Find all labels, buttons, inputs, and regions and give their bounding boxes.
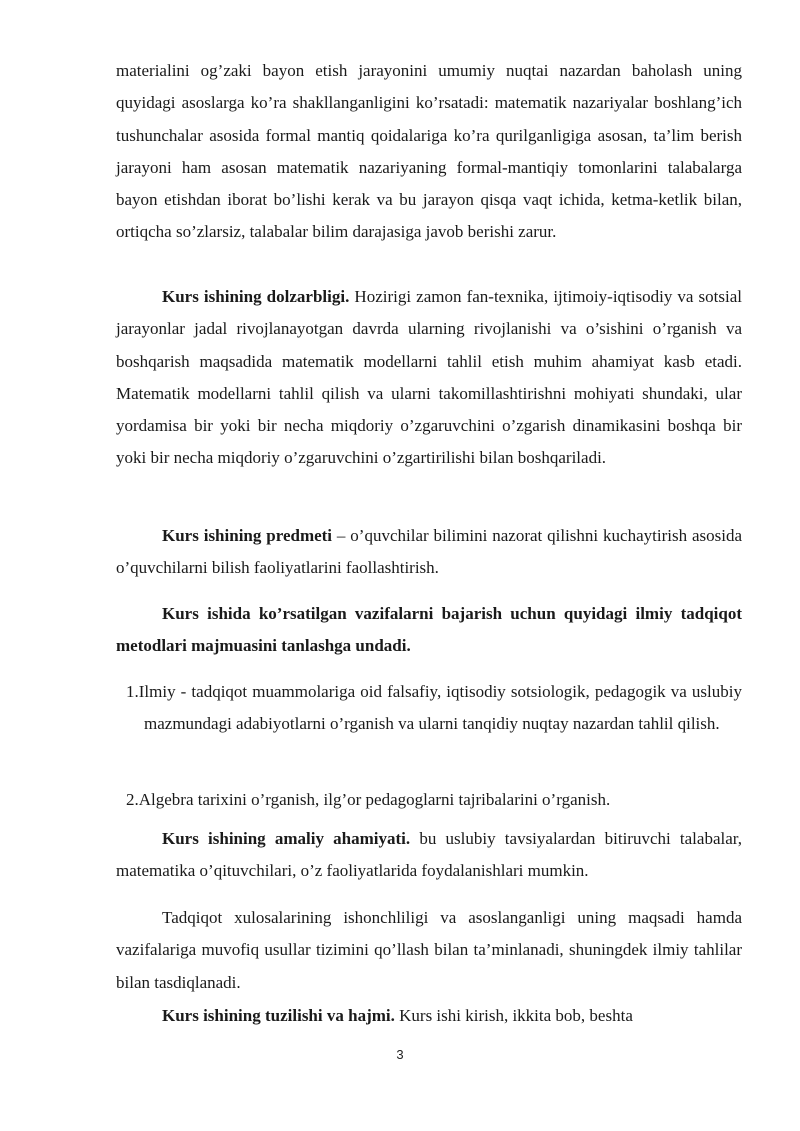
practical-heading: Kurs ishining amaliy ahamiyati. [162, 829, 411, 848]
structure-heading: Kurs ishining tuzilishi va hajmi. [162, 1006, 395, 1025]
reliability-text: Tadqiqot xulosalarining ishonchliligi va asoslanganligi uning maqsadi hamda vazifalariga muvofiq usullar tizimini qo’llash bilan ta’minlanadi, shuningdek ilmiy tahlilar bilan tasdiqlanadi. [116, 908, 742, 992]
page-number: 3 [396, 1047, 404, 1062]
list-text: Algebra tarixini o’rganish, ilg’or pedagoglarni tajribalarini o’rganish. [138, 790, 611, 809]
paragraph-practical-value [116, 823, 742, 888]
paragraph-reliability [116, 902, 742, 999]
paragraph-structure [116, 1000, 742, 1032]
paragraph-subject [116, 520, 742, 585]
relevance-heading: Kurs ishining dolzarbligi. [162, 287, 350, 306]
methods-heading: Kurs ishida ko’rsatilgan vazifalarni bajarish uchun quyidagi ilmiy tadqiqot metodlari majmuasini tanlashga undadi. [116, 604, 742, 656]
subject-heading: Kurs ishining predmeti [162, 526, 333, 545]
paragraph-text: materialini og’zaki bayon etish jarayonini umumiy nuqtai nazardan baholash uning quyidagi asoslarga ko’ra shakllanganligini ko’rsatadi: matematik nazariyalar boshlang’ich tushunchalar asosida formal mantiq qoidalariga ko’ra qurilganligiga asosan, ta’lim berish jarayoni ham asosan matematik nazariyaning formal-mantiqiy tomonlarini talabalarga bayon etishdan iborat bo’lishi kerak va bu jarayon qisqa vaqt ichida, ketma-ketlik bilan, ortiqcha so’zlarsiz, talabalar bilim darajasiga javob berishi zarur. [116, 61, 742, 242]
paragraph-methods-heading [116, 598, 742, 663]
paragraph-relevance [116, 281, 742, 475]
list-item [126, 784, 742, 816]
list-number: 2. [126, 790, 139, 809]
practical-text: bu uslubiy tavsiyalardan bitiruvchi talabalar, matematika o’qituvchilari, o’z faoliyatlarida foydalanishlari mumkin. [116, 829, 742, 881]
list-text: Ilmiy - tadqiqot muammolariga oid falsafiy, iqtisodiy sotsiologik, pedagogik va uslubiy mazmundagi adabiyotlarni o’rganish va ularni tanqidiy nuqtay nazardan tahlil qilish. [138, 682, 742, 733]
list-item [126, 676, 742, 739]
list-number: 1. [126, 682, 139, 701]
structure-text: Kurs ishi kirish, ikkita bob, beshta [394, 1006, 633, 1025]
subject-text: – o’quvchilar bilimini nazorat qilishni kuchaytirish asosida o’quvchilarni bilish faoliyatlarini faollashtirish. [116, 526, 742, 578]
paragraph-intro-continuation [116, 55, 742, 249]
relevance-text: Hozirigi zamon fan-texnika, ijtimoiy-iqtisodiy va sotsial jarayonlar jadal rivojlanayotgan davrda ularning rivojlanishi va o’sishini o’rganish va boshqarish maqsadida matematik modellarni tahlil etish muhim ahamiyat kasb etadi. Matematik modellarni tahlil qilish va ularni takomillashtirishni mohiyati shundaki, ular yordamisa bir yoki bir necha miqdoriy o’zgaruvchini o’zgarish dinamikasini boshqa bir yoki bir necha miqdoriy o’zgaruvchini o’zgartirilishi bilan boshqariladi. [116, 287, 743, 468]
